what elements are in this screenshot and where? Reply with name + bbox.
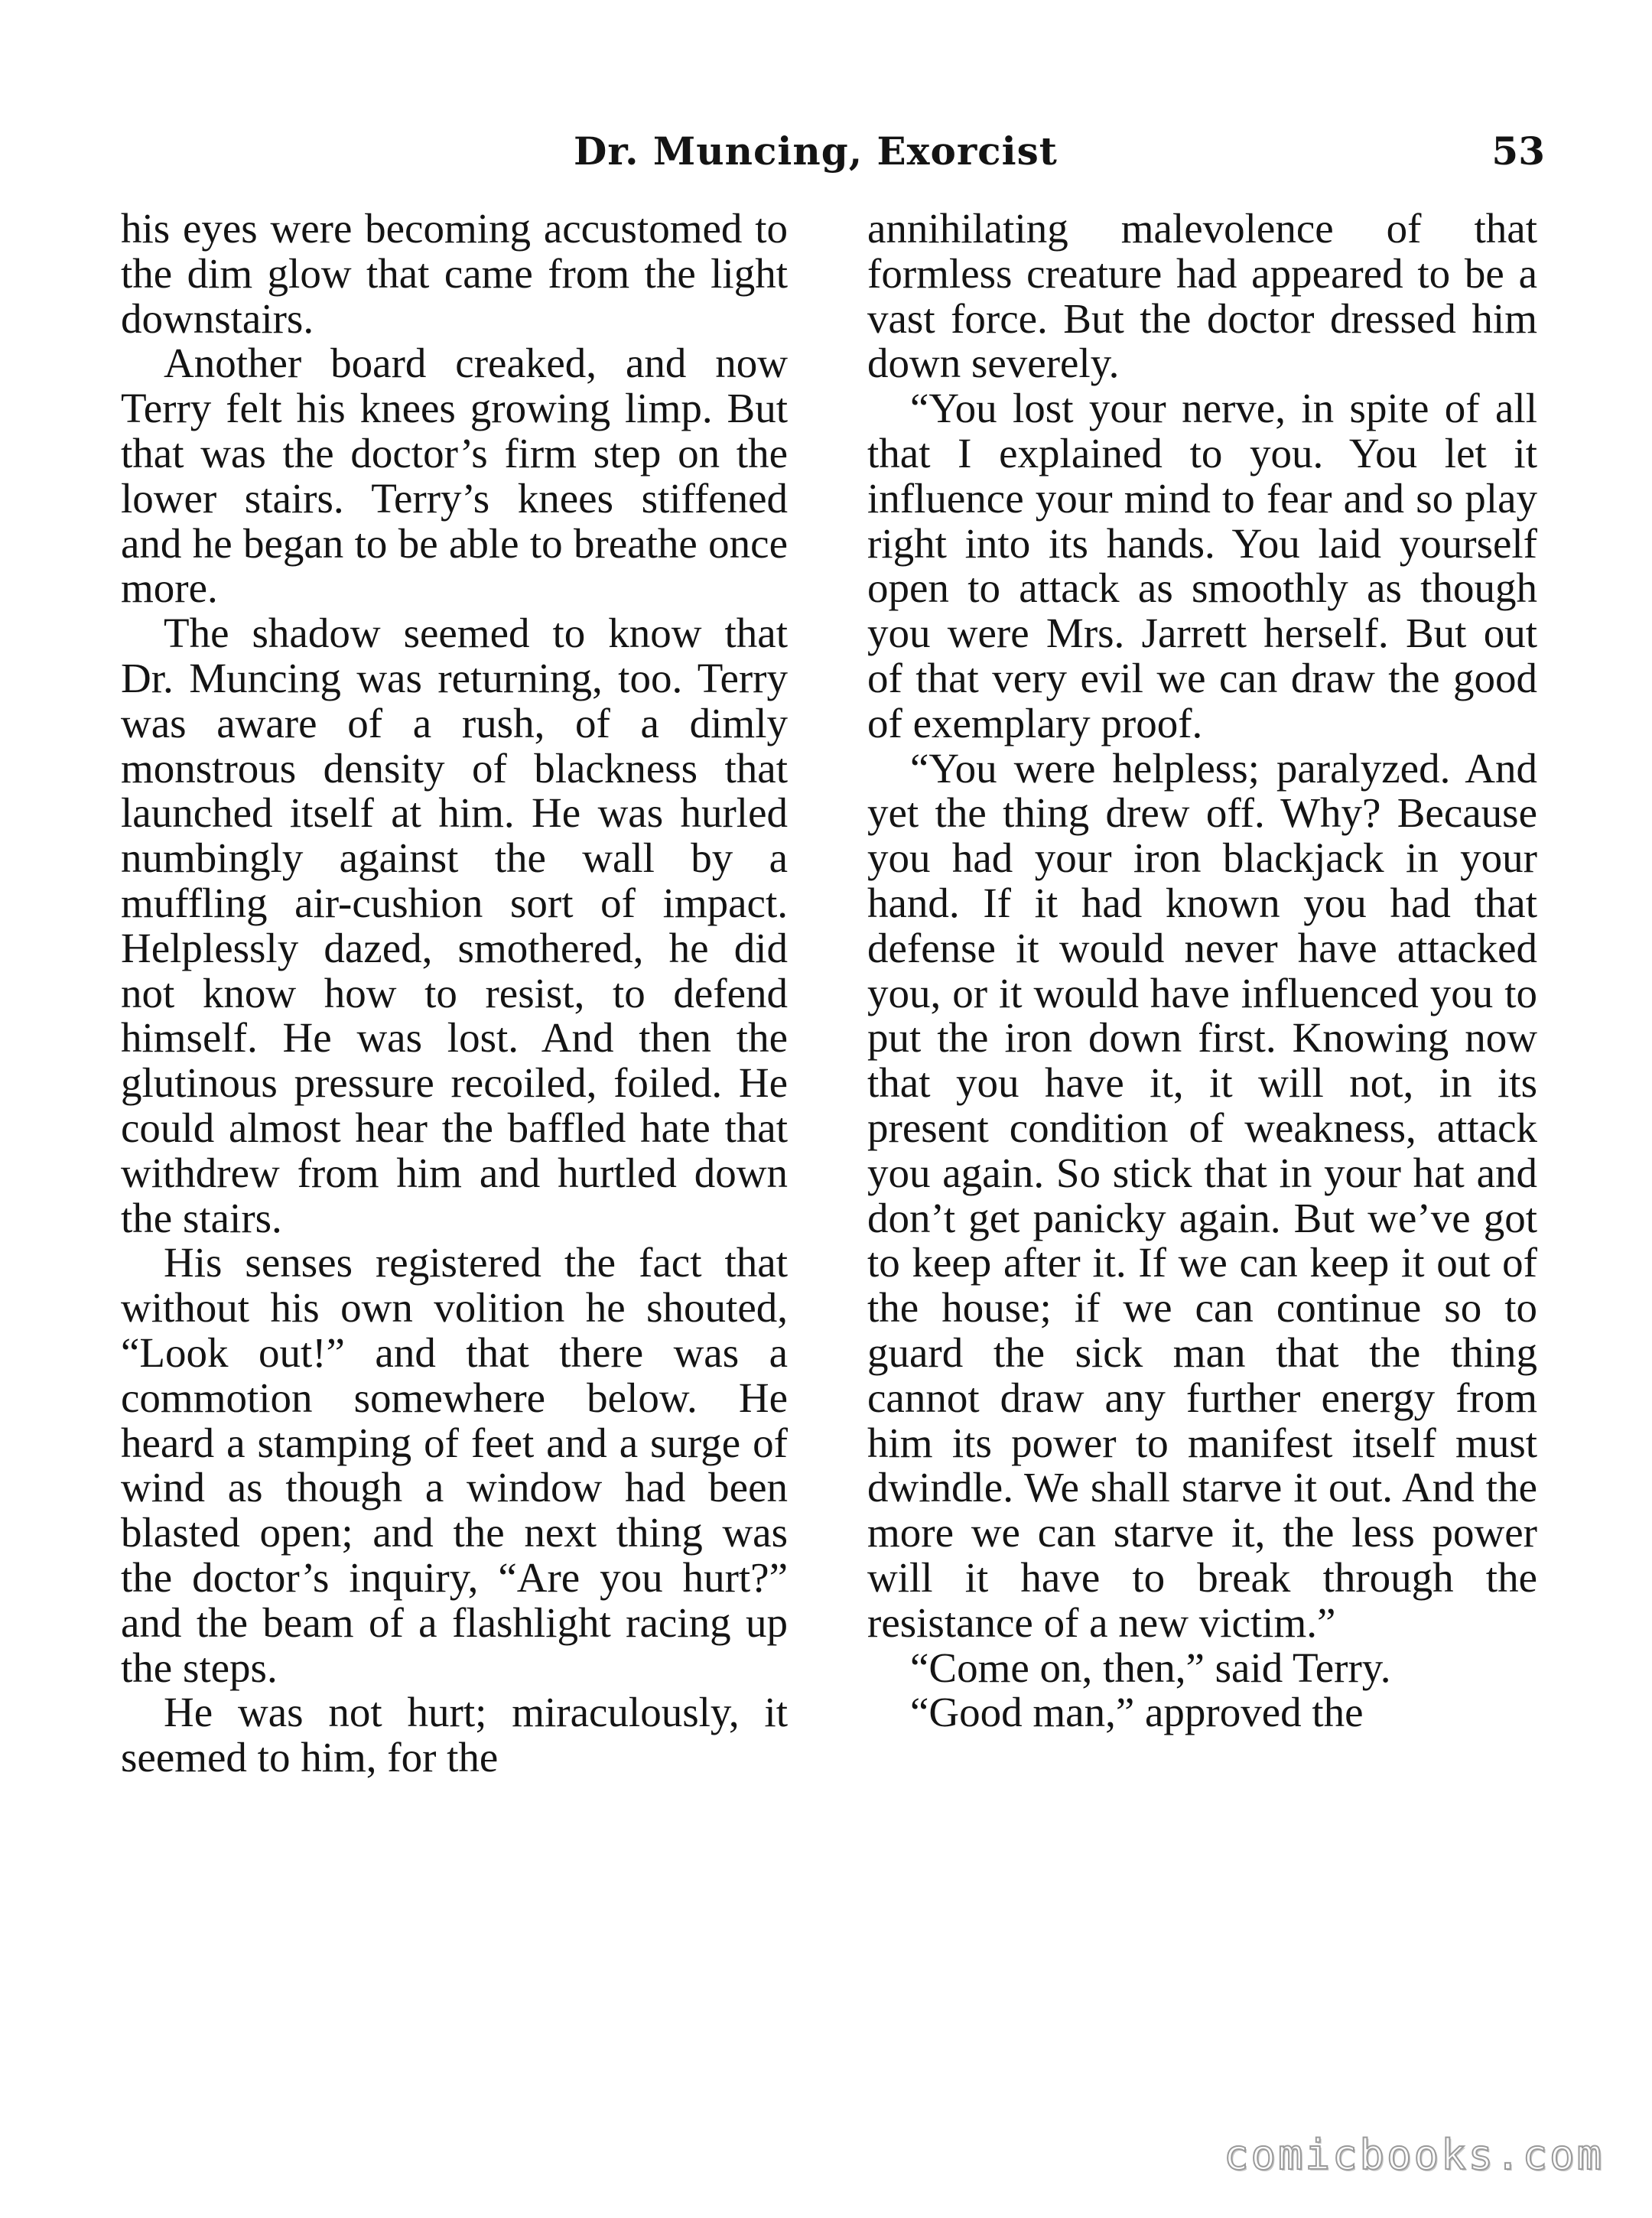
running-title: Dr. Muncing, Exorcist	[574, 128, 1058, 174]
paragraph: his eyes were becoming accustomed to the dim glow that came from the light downstairs.	[121, 205, 788, 342]
paragraph: “You were helpless; paralyzed. And yet the thing drew off. Why? Because you had your iron blackjack in your hand. If it had known you had that defense it would never have attacked you, or it would have influenced you to put the iron down first. Knowing now that you have it, it will not, in its present condition of weakness, attack you again. So stick that in your hat and don’t get panicky again. But we’ve got to keep after it. If we can keep it out of the house; if we can continue so to guard the sick man that the thing cannot draw any further energy from him its power to manifest itself must dwindle. We shall starve it out. And the more we can starve it, the less power will it have to break through the resistance of a new victim.”	[867, 744, 1537, 1646]
right-column	[867, 207, 1537, 2096]
left-column	[121, 207, 788, 2096]
paragraph: “Come on, then,” said Terry.	[910, 1644, 1391, 1691]
paragraph: The shadow seemed to know that Dr. Muncing was returning, too. Terry was aware of a rush, of a dimly monstrous density of blackness that launched itself at him. He was hurled numbingly against the wall by a muffling air-cushion sort of impact. Helplessly dazed, smothered, he did not know how to resist, to defend himself. He was lost. And then the glutinous pressure recoiled, foiled. He could almost hear the baffled hate that withdrew from him and hurtled down the stairs.	[121, 610, 788, 1241]
running-header	[122, 128, 1545, 182]
paragraph: “Good man,” approved the	[910, 1689, 1364, 1736]
paragraph: His senses registered the fact that without his own volition he shouted, “Look out!” and that there was a commotion somewhere below. He heard a stamping of feet and a surge of wind as though a window had been blasted open; and the next thing was the doctor’s inquiry, “Are you hurt?” and the beam of a flashlight racing up the steps.	[121, 1239, 788, 1691]
paragraph: “You lost your nerve, in spite of all that I explained to you. You let it influence your mind to fear and so play right into its hands. You laid yourself open to attack as smoothly as though you were Mrs. Jarrett herself. But out of that very evil we can draw the good of exemplary proof.	[867, 385, 1537, 746]
page-number: 53	[1491, 128, 1545, 174]
paragraph: annihilating malevolence of that formless creature had appeared to be a vast force. But the doctor dressed him down severely.	[867, 205, 1537, 387]
paragraph: He was not hurt; miraculously, it seemed to him, for the	[121, 1689, 788, 1781]
paragraph: Another board creaked, and now Terry felt his knees growing limp. But that was the doctor’s firm step on the lower stairs. Terry’s knees stiffened and he began to be able to breathe once more.	[121, 340, 788, 612]
watermark: comicbooks.com	[1224, 2131, 1605, 2179]
